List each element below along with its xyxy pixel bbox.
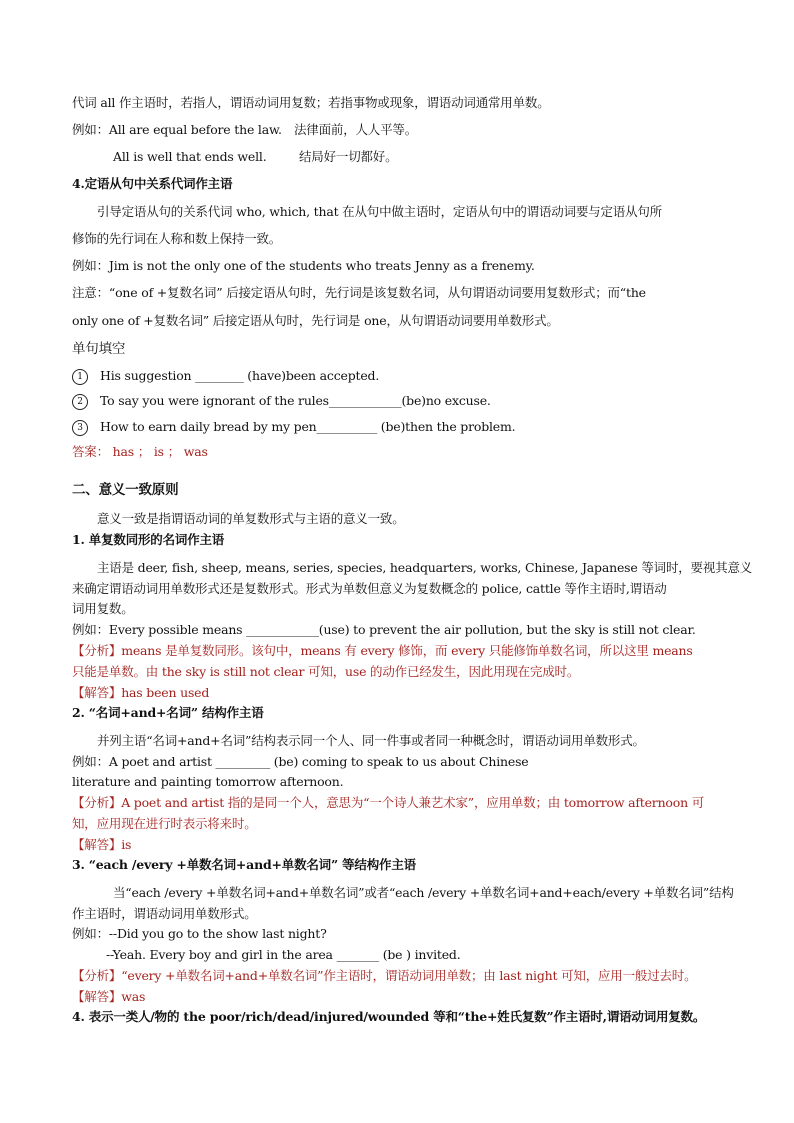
item-number: 1 [72, 369, 88, 385]
item-number: 3 [72, 420, 88, 436]
exercise-item [72, 418, 515, 436]
item-number: 2 [72, 394, 88, 410]
item-text: To say you were ignorant of the rules____________(be)no excuse. [100, 393, 491, 408]
example-line: 例如：--Did you go to the show last night? [72, 926, 327, 941]
analysis-line: 【分析】means 是单复数同形。该句中，means 有 every 修饰，而 every 只能修饰单数名词，所以这里 means [72, 643, 693, 658]
exercise-item [72, 392, 491, 410]
item-text: How to earn daily bread by my pen__________ (be)then the problem. [100, 419, 516, 434]
text-line: 并列主语“名词+and+名词”结构表示同一个人、同一件事或者同一种概念时，谓语动词用单数形式。 [97, 733, 645, 748]
note-line: 注意：“one of +复数名词” 后接定语从句时，先行词是该复数名词，从句谓语动词要用复数形式；而“the [72, 285, 646, 300]
example-line: --Yeah. Every boy and girl in the area _______ (be ) invited. [106, 947, 461, 962]
answer-line: 答案： has ； is ； was [72, 444, 208, 459]
item-text: His suggestion ________ (have)been accepted. [100, 368, 380, 383]
analysis-line: 【分析】“every +单数名词+and+单数名词”作主语时，谓语动词用单数；由 last night 可知，应用一般过去时。 [72, 968, 697, 983]
example-line: literature and painting tomorrow afternoon. [72, 774, 344, 789]
exercise-heading: 单句填空 [72, 341, 126, 357]
note-line: only one of +复数名词” 后接定语从句时，先行词是 one，从句谓语动词要用单数形式。 [72, 313, 559, 328]
text-line: 当“each /every +单数名词+and+单数名词”或者“each /every +单数名词+and+each/every +单数名词”结构 [113, 885, 734, 900]
exercise-item [72, 367, 379, 385]
subsection-heading: 4. 表示一类人/物的 the poor/rich/dead/injured/wounded 等和“the+姓氏复数”作主语时,谓语动词用复数。 [72, 1009, 706, 1024]
subsection-heading: 1. 单复数同形的名词作主语 [72, 532, 225, 547]
analysis-line: 知，应用现在进行时表示将来时。 [72, 816, 257, 831]
text-line: 代词 all 作主语时，若指人，谓语动词用复数；若指事物或现象，谓语动词通常用单数。 [72, 95, 550, 110]
example-sentence: All is well that ends well. [113, 149, 267, 164]
example-line [72, 121, 418, 139]
text-line: 引导定语从句的关系代词 who, which, that 在从句中做主语时，定语从句中的谓语动词要与定语从句所 [97, 204, 662, 219]
analysis-line: 只能是单数。由 the sky is still not clear 可知，use 的动作已经发生，因此用现在完成时。 [72, 664, 580, 679]
solution-line: 【解答】was [72, 989, 146, 1004]
section-heading: 4.定语从句中关系代词作主语 [72, 176, 233, 191]
solution-line: 【解答】has been used [72, 685, 210, 700]
analysis-line: 【分析】A poet and artist 指的是同一个人，意思为“一个诗人兼艺术家”，应用单数；由 tomorrow afternoon 可 [72, 795, 704, 810]
subsection-heading: 2. “名词+and+名词” 结构作主语 [72, 705, 264, 720]
example-line: 例如：Every possible means ____________(use) to prevent the air pollution, but the sky is still not clear. [72, 622, 696, 637]
example-line: 例如：A poet and artist _________ (be) coming to speak to us about Chinese [72, 754, 529, 769]
text-line: 修饰的先行词在人称和数上保持一致。 [72, 231, 282, 246]
section-heading: 二、意义一致原则 [72, 482, 179, 498]
example-line: 例如：Jim is not the only one of the students who treats Jenny as a frenemy. [72, 258, 535, 273]
example-translation: 结局好一切都好。 [299, 149, 398, 164]
example-translation: 法律面前，人人平等。 [294, 122, 418, 137]
text-line: 来确定谓语动词用单数形式还是复数形式。形式为单数但意义为复数概念的 police, cattle 等作主语时,谓语动 [72, 581, 667, 596]
text-line: 作主语时，谓语动词用单数形式。 [72, 906, 257, 921]
text-line: 意义一致是指谓语动词的单复数形式与主语的意义一致。 [97, 511, 405, 526]
solution-line: 【解答】is [72, 837, 132, 852]
text-line: 主语是 deer, fish, sheep, means, series, species, headquarters, works, Chinese, Japanese 等词时，要视其意义 [97, 560, 753, 575]
text-line: 词用复数。 [72, 601, 134, 616]
example-sentence: 例如：All are equal before the law. [72, 122, 282, 137]
example-line [113, 148, 398, 166]
subsection-heading: 3. “each /every +单数名词+and+单数名词” 等结构作主语 [72, 857, 416, 872]
